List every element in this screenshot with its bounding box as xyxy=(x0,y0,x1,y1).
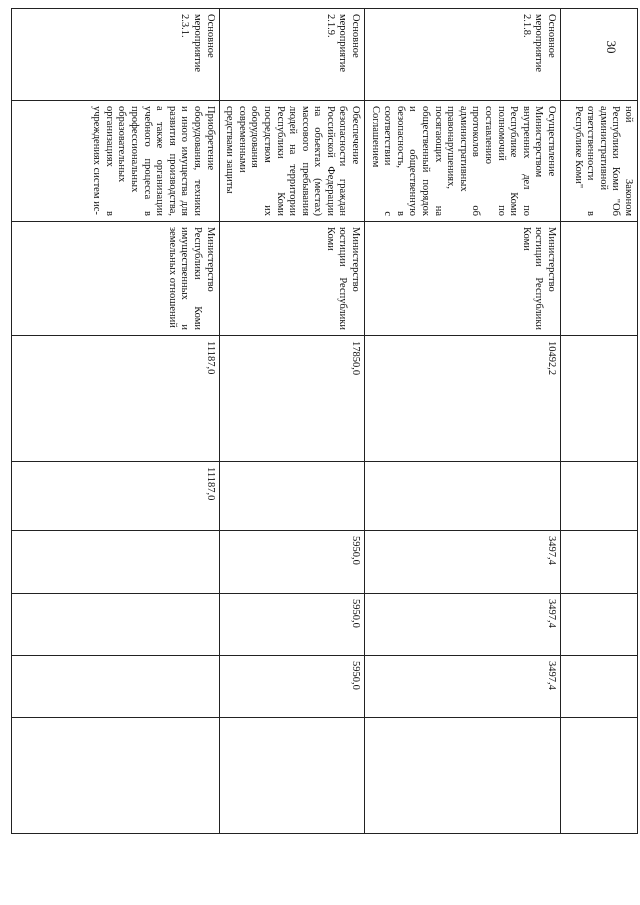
year1-cell: 11187,0 xyxy=(11,462,219,531)
year1-cell xyxy=(561,462,638,531)
year5-cell xyxy=(561,718,638,834)
year4-cell xyxy=(561,656,638,718)
year2-cell: 5950,0 xyxy=(219,531,365,594)
page-number: 30 xyxy=(604,40,619,54)
year1-cell xyxy=(219,462,365,531)
total-cell xyxy=(561,336,638,462)
table-row xyxy=(219,9,365,834)
measure-cell: Основное мероприятие 2.3.1. xyxy=(11,9,219,101)
year3-cell: 5950,0 xyxy=(219,594,365,656)
year5-cell xyxy=(365,718,561,834)
year4-cell: 3497,4 xyxy=(365,656,561,718)
year2-cell xyxy=(561,531,638,594)
year3-cell xyxy=(561,594,638,656)
table-row xyxy=(561,9,638,834)
year3-cell: 3497,4 xyxy=(365,594,561,656)
year2-cell xyxy=(11,531,219,594)
executor-cell: Министерство юстиции Республики Коми xyxy=(365,222,561,336)
measure-cell xyxy=(561,9,638,101)
executor-cell: Министерство Республики Коми имущественных и земельных отношений xyxy=(11,222,219,336)
executor-cell: Министерство юстиции Республики Коми xyxy=(219,222,365,336)
year5-cell xyxy=(219,718,365,834)
table-row xyxy=(11,9,219,834)
rotated-page xyxy=(71,8,638,833)
description-cell: Обеспечение безопасности граждан Российской Федерации на объектах (местах) массового пребывания людей на территории Республики Коми посредством их оборудования современными средствами защиты xyxy=(219,101,365,222)
measure-cell: Основное мероприятие 2.1.9. xyxy=(219,9,365,101)
total-cell: 17850,0 xyxy=(219,336,365,462)
table-row xyxy=(365,9,561,834)
year1-cell xyxy=(365,462,561,531)
total-cell: 11187,0 xyxy=(11,336,219,462)
year4-cell xyxy=(11,656,219,718)
year2-cell: 3497,4 xyxy=(365,531,561,594)
table-body xyxy=(11,9,637,834)
total-cell: 10492,2 xyxy=(365,336,561,462)
description-cell: Приобретение оборудования, техники и иного имущества для развития производства, а также организации учебного процесса в профессиональных образовательных организациях в учреждениях систем ис- xyxy=(11,101,219,222)
year3-cell xyxy=(11,594,219,656)
description-cell: ной Законом Республики Коми "Об административной ответственности в Республике Коми" xyxy=(561,101,638,222)
program-table xyxy=(11,8,638,834)
description-cell: Осуществление Министерством внутренних дел по Республике Коми полномочий по составлению протоколов об административных правонарушениях, посягающих на общественный порядок и общественную безопасность, в соответствии с Соглашением xyxy=(365,101,561,222)
executor-cell xyxy=(561,222,638,336)
measure-cell: Основное мероприятие 2.1.8. xyxy=(365,9,561,101)
year5-cell xyxy=(11,718,219,834)
year4-cell: 5950,0 xyxy=(219,656,365,718)
